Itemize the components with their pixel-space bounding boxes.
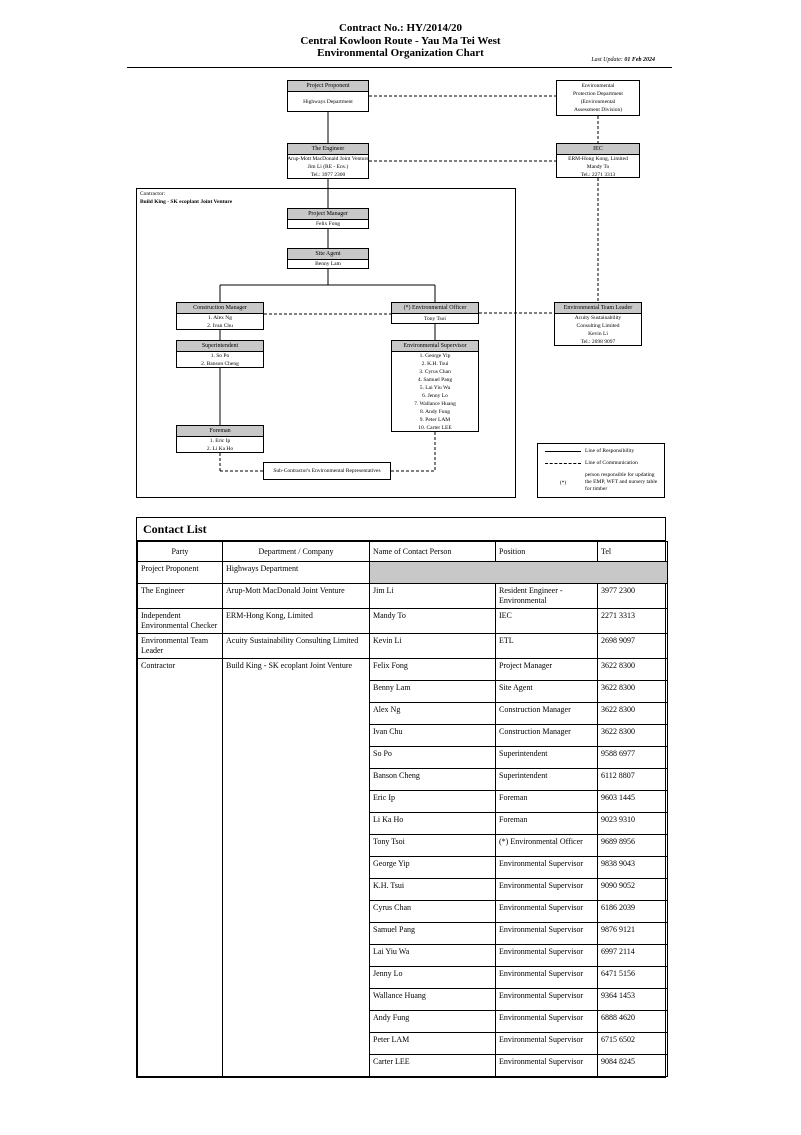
cell-name: K.H. Tsui [370, 879, 496, 901]
contact-list-section [136, 517, 666, 1078]
contact-row-iec [138, 609, 668, 634]
foreman-title: Foreman [177, 426, 263, 437]
cell-position: (*) Environmental Officer [496, 835, 598, 857]
site-agent-title: Site Agent [288, 249, 368, 260]
epd-line-1: Environmental [581, 83, 615, 89]
cell-name: Carter LEE [370, 1055, 496, 1077]
cell-name: Banson Cheng [370, 769, 496, 791]
cell-tel: 9588 6977 [598, 747, 668, 769]
contractor-frame-label [140, 191, 232, 206]
cell-position: Environmental Supervisor [496, 989, 598, 1011]
cell-position: IEC [496, 609, 598, 634]
environmental-team-leader-body [555, 314, 641, 346]
superintendent-box [176, 340, 264, 368]
cell-position: Environmental Supervisor [496, 1033, 598, 1055]
cell-tel: 6471 5156 [598, 967, 668, 989]
project-proponent-body [288, 92, 368, 111]
cell-name: George Yip [370, 857, 496, 879]
construction-manager-body [177, 314, 263, 330]
etl-company-2: Consulting Limited [576, 323, 620, 329]
epd-line-2: Protection Department [573, 91, 623, 97]
cell-party: Environmental Team Leader [138, 634, 223, 659]
es-member-6: 6. Jenny Lo [422, 393, 448, 399]
iec-contact: Mandy To [586, 164, 610, 170]
contact-list-title: Contact List [137, 518, 665, 541]
construction-manager-box [176, 302, 264, 330]
es-member-7: 7. Wallance Huang [414, 401, 456, 407]
environmental-officer-name: Tony Tsoi [424, 315, 446, 322]
site-agent-name: Benny Lam [315, 261, 341, 267]
cell-tel: 3622 8300 [598, 725, 668, 747]
es-member-2: 2. K.H. Tsui [421, 361, 449, 367]
cell-tel: 3622 8300 [598, 681, 668, 703]
cell-position: Environmental Supervisor [496, 901, 598, 923]
cell-position: Environmental Supervisor [496, 879, 598, 901]
iec-box [556, 143, 640, 178]
environmental-officer-body [392, 314, 478, 323]
cell-position: Environmental Supervisor [496, 923, 598, 945]
project-name: Central Kowloon Route - Yau Ma Tei West [300, 34, 501, 47]
project-manager-box [287, 208, 369, 229]
cell-name: Li Ka Ho [370, 813, 496, 835]
epd-line-4: Assessment Division) [573, 107, 623, 113]
iec-title: IEC [557, 144, 639, 155]
cell-position: Environmental Supervisor [496, 1055, 598, 1077]
last-update-value: 01 Feb 2024 [624, 57, 655, 63]
legend-asterisk-symbol: (*) [559, 479, 567, 486]
cell-tel: 3977 2300 [598, 584, 668, 609]
cell-tel: 9084 8245 [598, 1055, 668, 1077]
iec-company: ERM-Hong Kong, Limited [568, 156, 628, 162]
cell-position: Construction Manager [496, 703, 598, 725]
cell-tel: 9689 8956 [598, 835, 668, 857]
legend-communication-row [541, 460, 661, 467]
environmental-supervisor-title: Environmental Supervisor [392, 341, 478, 352]
column-name: Name of Contact Person [370, 542, 496, 562]
cell-tel: 3622 8300 [598, 703, 668, 725]
environmental-supervisor-box [391, 340, 479, 432]
iec-tel: Tel.: 2271 3313 [580, 172, 616, 178]
contact-row-etl [138, 634, 668, 659]
cell-position: Construction Manager [496, 725, 598, 747]
contractor-label-text: Contractor: [140, 191, 166, 197]
cell-tel: 9090 9052 [598, 879, 668, 901]
site-agent-body [288, 260, 368, 268]
cell-position: Site Agent [496, 681, 598, 703]
project-manager-title: Project Manager [288, 209, 368, 220]
column-tel: Tel [598, 542, 668, 562]
cell-tel: 9364 1453 [598, 989, 668, 1011]
dashed-line-sample [541, 463, 585, 464]
legend-responsibility-label: Line of Responsibility [585, 448, 635, 454]
superintendent-body [177, 352, 263, 368]
contact-row-engineer [138, 584, 668, 609]
cell-name: Kevin Li [370, 634, 496, 659]
environmental-officer-box [391, 302, 479, 324]
cell-dept: Acuity Sustainability Consulting Limited [223, 634, 370, 659]
project-manager-body [288, 220, 368, 228]
foreman-box [176, 425, 264, 453]
cell-tel: 9023 9310 [598, 813, 668, 835]
cell-name: Peter LAM [370, 1033, 496, 1055]
cell-dept: ERM-Hong Kong, Limited [223, 609, 370, 634]
cell-tel: 9838 9043 [598, 857, 668, 879]
environmental-supervisor-body [392, 352, 478, 432]
cell-name: Andy Fung [370, 1011, 496, 1033]
es-member-9: 9. Peter LAM [419, 417, 451, 423]
cell-position: Superintendent [496, 747, 598, 769]
superintendent-title: Superintendent [177, 341, 263, 352]
project-proponent-dept: Highways Department [303, 98, 353, 105]
engineer-tel: Tel.: 3977 2300 [310, 172, 346, 178]
cell-position: Environmental Supervisor [496, 857, 598, 879]
superintendent-name-2: 2. Banson Cheng [201, 361, 239, 367]
title-divider [127, 67, 672, 68]
iec-body [557, 155, 639, 179]
cell-position: Foreman [496, 791, 598, 813]
cell-name: So Po [370, 747, 496, 769]
legend-communication-label: Line of Communication [585, 460, 638, 466]
es-member-4: 4. Samuel Pang [417, 377, 453, 383]
cell-tel: 2698 9097 [598, 634, 668, 659]
engineer-company: Arup-Mott MacDonald Joint Venture [287, 156, 369, 162]
environmental-team-leader-title: Environmental Team Leader [555, 303, 641, 314]
cell-name: Tony Tsoi [370, 835, 496, 857]
project-proponent-title: Project Proponent [288, 81, 368, 92]
cell-tel: 3622 8300 [598, 659, 668, 681]
cell-name: Alex Ng [370, 703, 496, 725]
cell-position: Environmental Supervisor [496, 945, 598, 967]
last-update-label: Last Update: [591, 57, 623, 63]
cell-position: Resident Engineer - Environmental [496, 584, 598, 609]
es-member-10: 10. Carter LEE [418, 425, 452, 431]
column-department: Department / Company [223, 542, 370, 562]
site-agent-box [287, 248, 369, 269]
contract-number: Contract No.: HY/2014/20 [338, 22, 463, 34]
cell-tel: 9603 1445 [598, 791, 668, 813]
contact-table-header-row [138, 542, 668, 562]
engineer-title: The Engineer [288, 144, 368, 155]
legend-asterisk-row [541, 472, 661, 493]
construction-manager-name-2: 2. Ivan Chu [207, 323, 233, 329]
last-update [591, 57, 655, 63]
cell-position: Environmental Supervisor [496, 1011, 598, 1033]
contractor-name-text: Build King - SK ecoplant Joint Venture [140, 198, 233, 205]
engineer-contact: Jim Li (RE - Env.) [307, 164, 349, 170]
epd-line-3: (Environmental [580, 99, 616, 105]
solid-line-sample [541, 451, 585, 452]
column-position: Position [496, 542, 598, 562]
cell-dept-contractor: Build King - SK ecoplant Joint Venture [223, 659, 370, 1077]
cell-party-contractor: Contractor [138, 659, 223, 1077]
cell-party: The Engineer [138, 584, 223, 609]
foreman-name-1: 1. Eric Ip [209, 438, 231, 444]
cell-dept: Highways Department [223, 562, 370, 584]
etl-tel: Tel.: 2698 9097 [580, 339, 616, 345]
legend-box [537, 443, 665, 498]
cell-tel: 2271 3313 [598, 609, 668, 634]
cell-tel: 6997 2114 [598, 945, 668, 967]
cell-name: Samuel Pang [370, 923, 496, 945]
es-member-1: 1. George Yip [419, 353, 451, 359]
cell-tel: 6888 4620 [598, 1011, 668, 1033]
cell-tel: 9876 9121 [598, 923, 668, 945]
contact-table [137, 541, 668, 1077]
cell-position: Foreman [496, 813, 598, 835]
cell-position: Superintendent [496, 769, 598, 791]
cell-position: ETL [496, 634, 598, 659]
construction-manager-title: Construction Manager [177, 303, 263, 314]
cell-position: Project Manager [496, 659, 598, 681]
page-title [0, 22, 801, 60]
legend-asterisk-note: person responsible for updating the EMP, WFT and nursery table for timber [585, 472, 658, 492]
engineer-box [287, 143, 369, 179]
column-party: Party [138, 542, 223, 562]
cell-position: Environmental Supervisor [496, 967, 598, 989]
project-manager-name: Felix Fong [316, 221, 340, 227]
cell-name: Eric Ip [370, 791, 496, 813]
es-member-3: 3. Cyrus Chan [419, 369, 451, 375]
etl-name: Kevin Li [588, 331, 608, 337]
cell-name: Felix Fong [370, 659, 496, 681]
subcontractor-box [263, 462, 391, 480]
cell-tel: 6112 8807 [598, 769, 668, 791]
cell-name: Mandy To [370, 609, 496, 634]
shaded-empty-cell [370, 562, 668, 584]
cell-tel: 6186 2039 [598, 901, 668, 923]
legend-responsibility-row [541, 448, 661, 455]
etl-company-1: Acuity Sustainability [574, 315, 622, 321]
contact-row-proponent [138, 562, 668, 584]
cell-name: Ivan Chu [370, 725, 496, 747]
environmental-team-leader-box [554, 302, 642, 346]
contact-row-contractor [138, 659, 668, 681]
es-member-8: 8. Andy Fung [419, 409, 451, 415]
engineer-body [288, 155, 368, 179]
construction-manager-name-1: 1. Alex Ng [208, 315, 232, 321]
epd-body [557, 81, 639, 115]
foreman-body [177, 437, 263, 453]
cell-dept: Arup-Mott MacDonald Joint Venture [223, 584, 370, 609]
cell-name: Jenny Lo [370, 967, 496, 989]
cell-name: Benny Lam [370, 681, 496, 703]
cell-party: Project Proponent [138, 562, 223, 584]
cell-name: Cyrus Chan [370, 901, 496, 923]
cell-party: Independent Environmental Checker [138, 609, 223, 634]
cell-tel: 6715 6502 [598, 1033, 668, 1055]
environmental-officer-title: (*) Environmental Officer [392, 303, 478, 314]
cell-name: Lai Yiu Wa [370, 945, 496, 967]
project-proponent-box [287, 80, 369, 112]
foreman-name-2: 2. Li Ka Ho [206, 446, 234, 452]
epd-box [556, 80, 640, 116]
cell-name: Wallance Huang [370, 989, 496, 1011]
subcontractor-title: Sub-Contractor's Environmental Representatives [273, 468, 381, 474]
superintendent-name-1: 1. So Po [210, 353, 230, 359]
es-member-5: 5. Lai Yiu Wa [419, 385, 451, 391]
document-name: Environmental Organization Chart [317, 47, 484, 59]
cell-name: Jim Li [370, 584, 496, 609]
